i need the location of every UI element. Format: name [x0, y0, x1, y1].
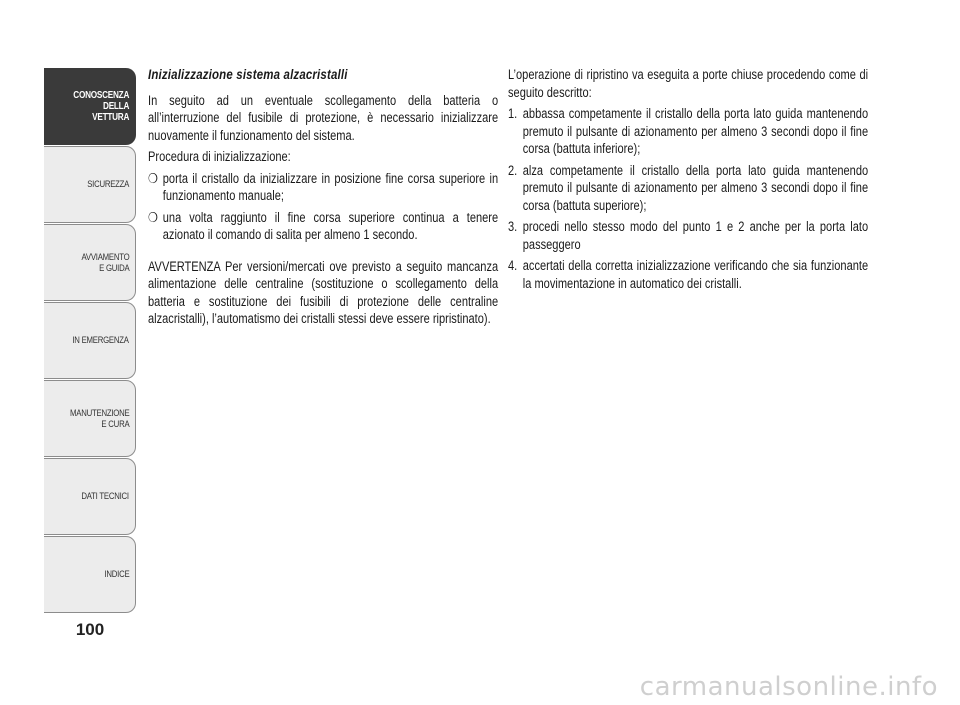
- bullet-marker-icon: ❍: [148, 170, 158, 186]
- step-item: [508, 218, 868, 253]
- step-text: abbassa competamente il cristallo della porta lato guida mantenendo premuto il pulsante di azionamento per almeno 3 secondi dopo il fine corsa (battuta inferiore);: [522, 106, 869, 156]
- page-number: 100: [75, 620, 105, 639]
- chapter-tabs: [44, 68, 136, 614]
- tab-label: SICUREZZA: [87, 179, 129, 190]
- step-number: 4.: [508, 258, 518, 273]
- step-item: [508, 257, 868, 292]
- step-item: [508, 105, 868, 158]
- step-number: 1.: [508, 106, 518, 121]
- bullet-text: porta il cristallo da inizializzare in posizione fine corsa superiore in funzionamento manuale;: [162, 170, 499, 203]
- step-number: 2.: [508, 162, 518, 178]
- step-text: alza competamente il cristallo della porta lato guida mantenendo premuto il pulsante di azionamento per almeno 3 secondi dopo il fine corsa (battuta superiore);: [522, 162, 869, 213]
- tab-indice[interactable]: [44, 536, 136, 613]
- watermark: carmanualsonline.info: [639, 672, 938, 702]
- bullet-item: [148, 170, 498, 205]
- steps-intro: L’operazione di ripristino va eseguita a porte chiuse procedendo come di seguito descritto:: [508, 67, 869, 100]
- tab-dati-tecnici[interactable]: [44, 458, 136, 535]
- warning-paragraph: AVVERTENZA Per versioni/mercati ove previsto a seguito mancanza alimentazione delle centraline (sostituzione o scollegamento della batteria e sostituzione dei fusibili di protezione delle centraline alzacristalli), l’automatismo dei cristalli stessi deve essere ripristinato).: [148, 258, 499, 326]
- tab-label: DATI TECNICI: [81, 491, 129, 502]
- bullet-item: [148, 209, 498, 244]
- step-text: procedi nello stesso modo del punto 1 e 2 anche per la porta lato passeggero: [522, 219, 869, 252]
- procedure-label: Procedura di inizializzazione:: [148, 149, 291, 164]
- tab-label: MANUTENZIONE E CURA: [69, 407, 129, 430]
- tab-label: IN EMERGENZA: [72, 335, 129, 346]
- bullet-marker-icon: ❍: [148, 209, 158, 225]
- bullet-text: una volta raggiunto il fine corsa superiore continua a tenere azionato il comando di salita per almeno 1 secondo.: [162, 209, 499, 242]
- tab-manutenzione-e-cura[interactable]: [44, 380, 136, 457]
- tab-sicurezza[interactable]: [44, 146, 136, 223]
- tab-conoscenza-della-vettura[interactable]: [44, 68, 136, 145]
- tab-in-emergenza[interactable]: [44, 302, 136, 379]
- right-column: [508, 66, 868, 296]
- left-column: [148, 66, 498, 332]
- step-text: accertati della corretta inizializzazione verificando che sia funzionante la movimentazione in automatico dei cristalli.: [522, 258, 869, 291]
- step-item: [508, 162, 868, 215]
- tab-label: INDICE: [104, 569, 129, 580]
- tab-avviamento-e-guida[interactable]: [44, 224, 136, 301]
- tab-label: CONOSCENZA DELLA VETTURA: [73, 90, 129, 123]
- section-title: Inizializzazione sistema alzacristalli: [148, 66, 348, 82]
- tab-label: AVVIAMENTO E GUIDA: [81, 251, 129, 274]
- step-number: 3.: [508, 219, 518, 234]
- intro-paragraph: In seguito ad un eventuale scollegamento della batteria o all’interruzione del fusibile di protezione, è necessario inizializzare nuovamente il funzionamento del sistema.: [148, 92, 499, 143]
